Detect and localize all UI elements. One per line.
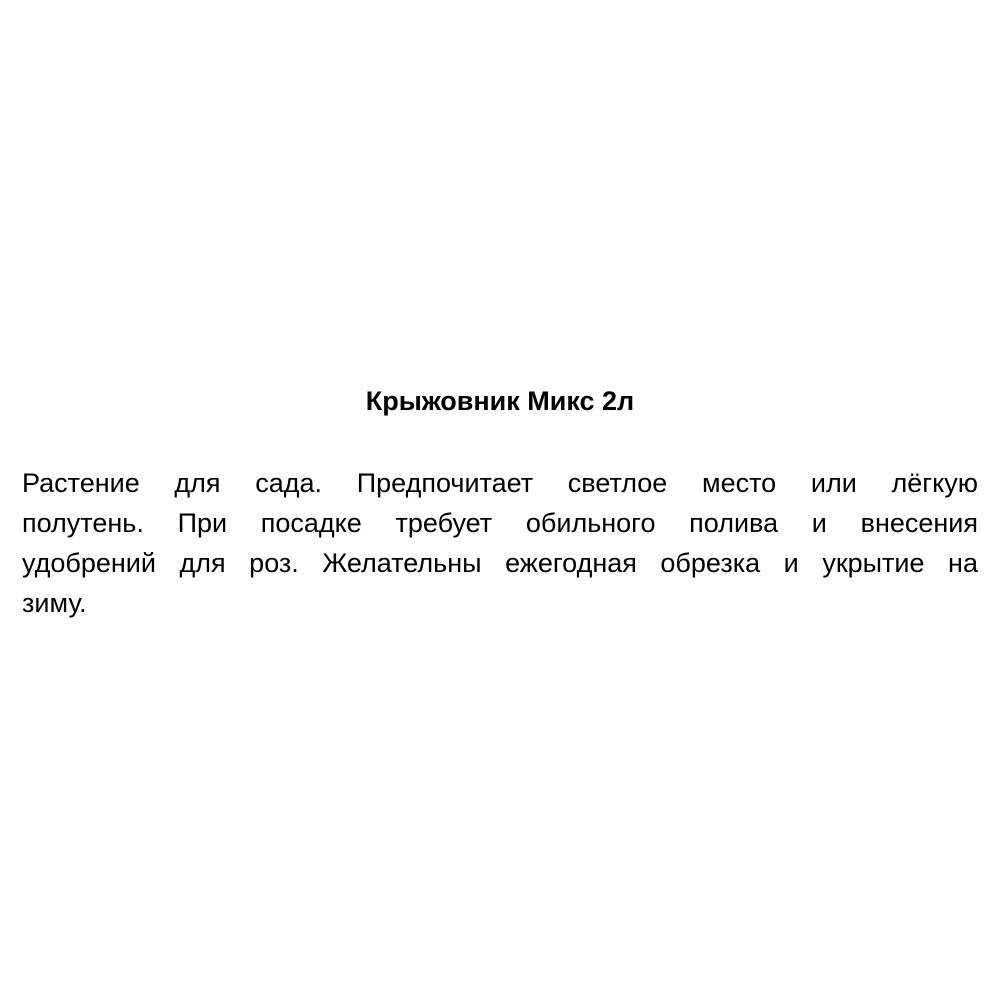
product-title: Крыжовник Микс 2л	[365, 386, 635, 416]
description-line-4: зиму.	[22, 588, 87, 618]
product-description	[22, 463, 978, 623]
description-line-2: полутень. При посадке требует обильного полива и внесения	[22, 508, 978, 538]
description-line-1: Растение для сада. Предпочитает светлое место или лёгкую	[22, 468, 978, 498]
description-line-3: удобрений для роз. Желательны ежегодная обрезка и укрытие на	[22, 548, 978, 578]
